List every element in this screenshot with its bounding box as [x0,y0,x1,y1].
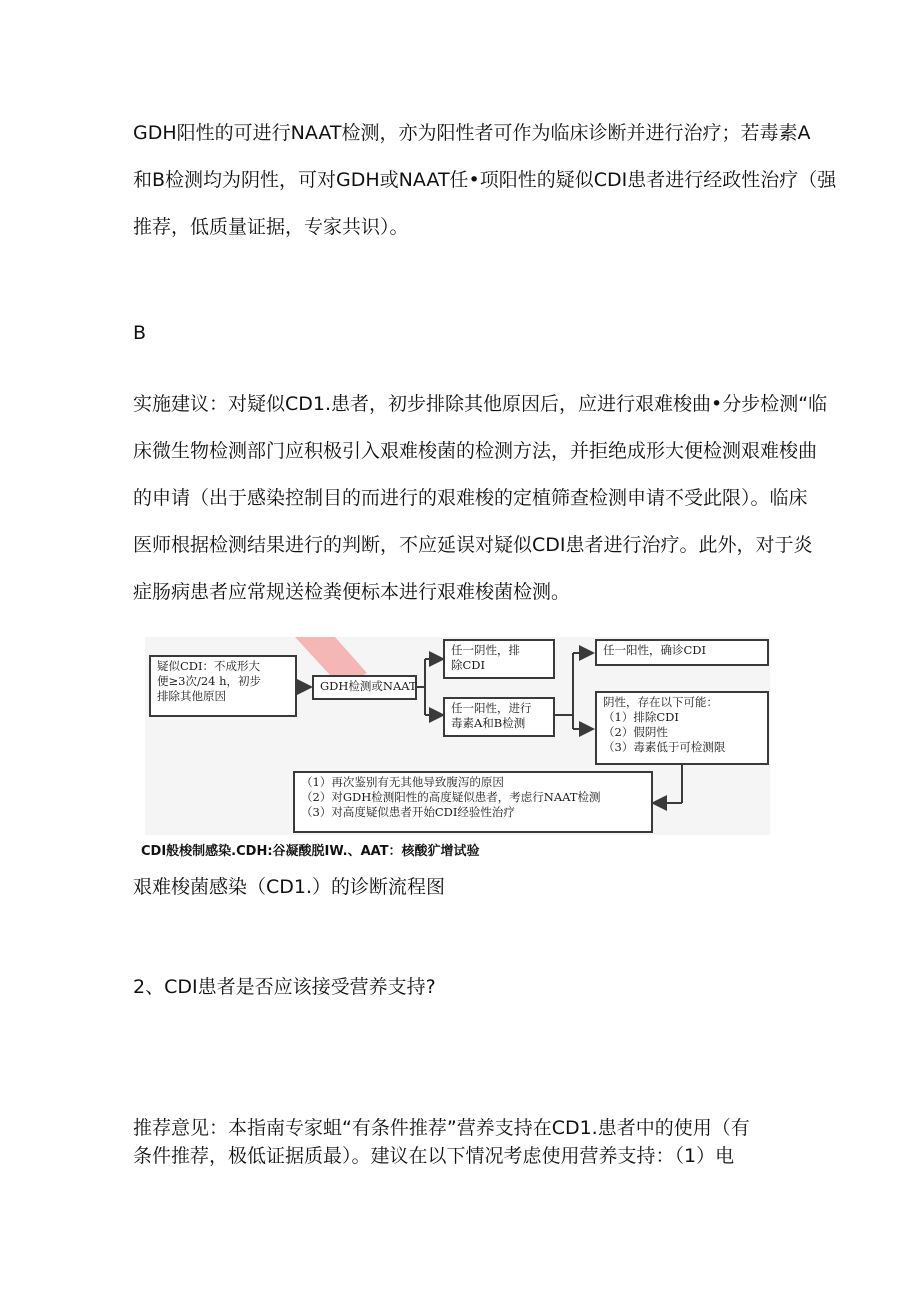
possible-box-line: （3）毒素低于可检测限 [603,740,726,754]
action-box [293,771,653,833]
diagnosis-flowchart [145,637,770,835]
intro-paragraph [133,110,836,251]
text-line: 实施建议：对疑似CD1.患者，初步排除其他原因后，应进行艰难梭曲•分步检测“临 [133,393,828,415]
action-box-line: （1）再次鉴别有无其他导致腹泻的原因 [301,775,504,789]
negative-box-line: 除CDI [451,658,486,672]
start-box-line: 便≥3次/24 h，初步 [157,674,262,688]
text-line: 推荐，低质量证据，专家共识）。 [133,216,409,238]
action-box-line: （3）对高度疑似患者开始CDI经验性治疗 [301,805,515,819]
text-line: 医师根据检测结果进行的判断，不应延误对疑似CDI患者进行治疗。此外，对于炎 [133,534,813,556]
text-line: 症肠病患者应常规送检粪便标本进行艰难梭菌检测。 [133,581,571,603]
action-box-line: （2）对GDH检测阳性的高度疑似患者，考虑行NAAT检测 [301,790,601,804]
positive-box [443,697,555,737]
figure-abbreviations-note: CDI般梭制感染.CDH:谷凝酸脱IW.、AAT：核酸犷增试验 [141,844,480,859]
positive-box-line: 任一阳性，进行 [451,701,532,715]
test-box-label: GDH检测或NAAT [320,679,417,693]
text-line: 的申请（出于感染控制目的而进行的艰难梭的定植筛查检测申请不受此限）。临床 [133,487,808,509]
section-label: B [133,322,147,344]
start-box-line: 排除其他原因 [157,689,226,703]
possible-outcomes-box [595,691,769,765]
recommendation-paragraph [133,1114,750,1170]
possible-box-line: 阴性，存在以下可能： [603,695,718,709]
negative-box-line: 任一阴性，排 [451,643,520,657]
negative-box [443,639,555,679]
start-box [149,655,297,717]
text-line: 条件推荐，极低证据质最）。建议在以下情况考虑使用营养支持：（1）电 [133,1145,735,1167]
implementation-paragraph [133,381,827,616]
text-line: 和B检测均为阴性，可对GDH或NAAT任•项阳性的疑似CDI患者进行经政性治疗（强 [133,169,837,191]
question-heading: 2、CDI患者是否应该接受营养支持? [133,976,436,998]
confirm-box [595,639,769,666]
confirm-box-label: 任一阳性，确诊CDI [603,643,707,657]
text-line: 推荐意见：本指南专家蛆“有条件推荐”营养支持在CD1.患者中的使用（有 [133,1117,750,1139]
text-line: GDH阳性的可进行NAAT检测，亦为阳性者可作为临床诊断并进行治疗；若毒素A [133,122,811,144]
possible-box-line: （2）假阴性 [603,725,668,739]
test-box [312,675,417,700]
positive-box-line: 毒素A和B检测 [451,716,526,730]
figure-caption: 艰难梭菌感染（CD1.）的诊断流程图 [133,876,446,898]
start-box-line: 疑似CDI：不成形大 [157,659,261,673]
possible-box-line: （1）排除CDI [603,710,679,724]
text-line: 床微生物检测部门应积极引入艰难梭菌的检测方法，并拒绝成形大便检测艰难梭曲 [133,440,818,462]
